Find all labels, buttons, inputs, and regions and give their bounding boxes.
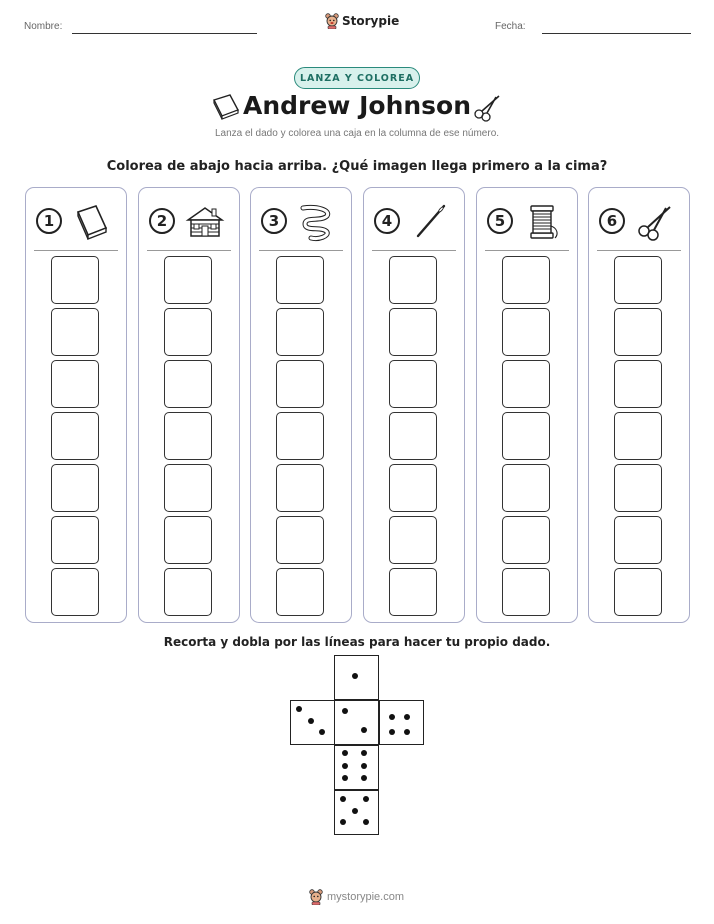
die-pip	[342, 708, 348, 714]
column-number: 6	[599, 208, 625, 234]
color-box[interactable]	[502, 360, 550, 408]
color-box[interactable]	[502, 464, 550, 512]
color-box[interactable]	[614, 360, 662, 408]
column-divider	[372, 250, 456, 251]
page-title: Andrew Johnson	[242, 91, 472, 120]
color-box[interactable]	[276, 256, 324, 304]
color-box[interactable]	[164, 308, 212, 356]
die-column-5	[476, 187, 578, 623]
color-box[interactable]	[164, 360, 212, 408]
die-pip	[361, 763, 367, 769]
date-field-line[interactable]	[542, 33, 691, 34]
instruction-text: Colorea de abajo hacia arriba. ¿Qué imagen llega primero a la cima?	[106, 159, 608, 174]
die-pip	[363, 796, 369, 802]
die-column-3	[250, 187, 352, 623]
die-pip	[319, 729, 325, 735]
storypie-mascot-icon	[325, 13, 339, 29]
die-face-2	[334, 700, 379, 745]
column-divider	[485, 250, 569, 251]
color-box[interactable]	[164, 256, 212, 304]
die-pip	[361, 727, 367, 733]
book-icon	[72, 202, 112, 242]
color-box[interactable]	[389, 360, 437, 408]
scissors-icon	[472, 92, 504, 122]
color-box[interactable]	[502, 308, 550, 356]
column-number: 2	[149, 208, 175, 234]
color-box[interactable]	[51, 412, 99, 460]
die-pip	[342, 750, 348, 756]
column-header	[149, 202, 231, 242]
die-face-1	[334, 655, 379, 700]
column-header	[261, 202, 343, 242]
color-box[interactable]	[389, 308, 437, 356]
color-box[interactable]	[389, 256, 437, 304]
cut-instruction: Recorta y dobla por las líneas para hacer tu propio dado.	[163, 635, 551, 649]
date-label: Fecha:	[495, 21, 526, 32]
column-number: 1	[36, 208, 62, 234]
color-box[interactable]	[51, 464, 99, 512]
die-pip	[308, 718, 314, 724]
column-header	[599, 202, 681, 242]
log-cabin-icon	[185, 202, 225, 242]
column-divider	[147, 250, 231, 251]
die-face-4	[379, 700, 424, 745]
die-pip	[342, 775, 348, 781]
color-box[interactable]	[502, 412, 550, 460]
die-pip	[352, 808, 358, 814]
color-box[interactable]	[51, 308, 99, 356]
column-header	[487, 202, 569, 242]
storypie-mascot-icon	[309, 889, 323, 905]
column-number: 5	[487, 208, 513, 234]
name-label: Nombre:	[24, 21, 63, 32]
die-pip	[296, 706, 302, 712]
color-box[interactable]	[276, 568, 324, 616]
die-pip	[404, 714, 410, 720]
color-box[interactable]	[614, 568, 662, 616]
color-box[interactable]	[51, 360, 99, 408]
scissors-icon	[635, 202, 675, 242]
die-column-1	[25, 187, 127, 623]
color-box[interactable]	[614, 256, 662, 304]
die-column-6	[588, 187, 690, 623]
column-number: 4	[374, 208, 400, 234]
color-box[interactable]	[51, 516, 99, 564]
column-divider	[259, 250, 343, 251]
color-box[interactable]	[502, 516, 550, 564]
column-divider	[34, 250, 118, 251]
die-pip	[342, 763, 348, 769]
needle-icon	[410, 202, 450, 242]
column-header	[36, 202, 118, 242]
die-pip	[361, 750, 367, 756]
color-box[interactable]	[51, 568, 99, 616]
die-pip	[389, 729, 395, 735]
column-header	[374, 202, 456, 242]
die-pip	[361, 775, 367, 781]
column-divider	[597, 250, 681, 251]
brand-logo	[325, 13, 399, 29]
brand-name: Storypie	[342, 14, 400, 28]
footer	[309, 889, 404, 905]
tape-measure-icon	[297, 202, 337, 242]
color-box[interactable]	[389, 412, 437, 460]
color-box[interactable]	[389, 464, 437, 512]
die-pip	[389, 714, 395, 720]
color-box[interactable]	[276, 516, 324, 564]
die-pip	[404, 729, 410, 735]
subtitle: Lanza el dado y colorea una caja en la columna de ese número.	[214, 128, 500, 139]
color-box[interactable]	[164, 412, 212, 460]
die-pip	[340, 796, 346, 802]
die-column-4	[363, 187, 465, 623]
color-box[interactable]	[389, 568, 437, 616]
die-column-2	[138, 187, 240, 623]
color-box[interactable]	[276, 412, 324, 460]
die-face-5	[334, 790, 379, 835]
thread-spool-icon	[523, 202, 563, 242]
column-number: 3	[261, 208, 287, 234]
color-box[interactable]	[389, 516, 437, 564]
color-box[interactable]	[614, 516, 662, 564]
color-box[interactable]	[502, 568, 550, 616]
die-pip	[363, 819, 369, 825]
color-box[interactable]	[164, 464, 212, 512]
color-box[interactable]	[614, 308, 662, 356]
color-box[interactable]	[276, 360, 324, 408]
color-box[interactable]	[502, 256, 550, 304]
die-pip	[340, 819, 346, 825]
die-pip	[352, 673, 358, 679]
footer-url[interactable]: mystorypie.com	[327, 891, 405, 903]
color-box[interactable]	[164, 568, 212, 616]
color-box[interactable]	[164, 516, 212, 564]
color-box[interactable]	[614, 464, 662, 512]
die-face-6	[334, 745, 379, 790]
color-box[interactable]	[614, 412, 662, 460]
color-box[interactable]	[276, 464, 324, 512]
die-face-3	[290, 700, 335, 745]
color-box[interactable]	[51, 256, 99, 304]
color-box[interactable]	[276, 308, 324, 356]
name-field-line[interactable]	[72, 33, 257, 34]
activity-badge: LANZA Y COLOREA	[294, 67, 420, 89]
